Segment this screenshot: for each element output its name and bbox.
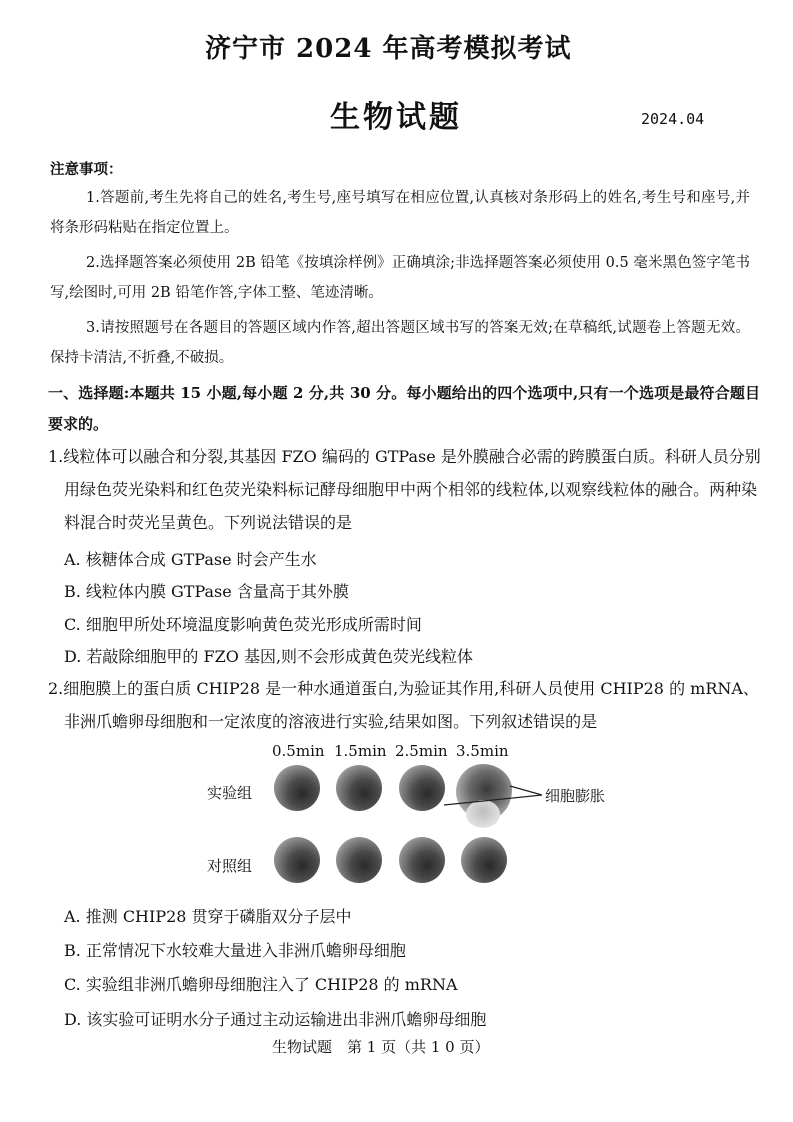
exam-date: 2024.04 bbox=[641, 110, 705, 128]
annotation-lines bbox=[430, 780, 550, 820]
cell-ctrl-1 bbox=[274, 837, 320, 883]
page-footer: 生物试题 第 1 页（共 1 0 页） bbox=[272, 1038, 490, 1056]
question-1-stem: 1.线粒体可以融合和分裂,其基因 FZO 编码的 GTPase 是外膜融合必需的跨膜蛋白质。科研人员分别用绿色荧光染料和红色荧光染料标记酵母细胞甲中两个相邻的线粒体,以观察线粒体的融合。两种染料混合时荧光呈黄色。下列说法错误的是 bbox=[48, 447, 761, 532]
notes-heading: 注意事项： bbox=[50, 161, 123, 178]
question-1-option-d: D. 若敲除细胞甲的 FZO 基因,则不会形成黄色荧光线粒体 bbox=[64, 647, 474, 666]
row-label-control: 对照组 bbox=[207, 857, 253, 875]
question-1-option-c: C. 细胞甲所处环境温度影响黄色荧光形成所需时间 bbox=[64, 615, 422, 634]
row-label-experimental: 实验组 bbox=[207, 784, 253, 802]
note-item-1: 1.答题前,考生先将自己的姓名,考生号,座号填写在相应位置,认真核对条形码上的姓名,考生号和座号,并将条形码粘贴在指定位置上。 bbox=[50, 190, 750, 236]
note-item-3: 3.请按照题号在各题目的答题区域内作答,超出答题区域书写的答案无效;在草稿纸,试题卷上答题无效。保持卡清洁,不折叠,不破损。 bbox=[50, 320, 750, 366]
cell-ctrl-4 bbox=[461, 837, 507, 883]
question-2-option-d: D. 该实验可证明水分子通过主动运输进出非洲爪蟾卵母细胞 bbox=[64, 1010, 487, 1029]
cell-exp-2 bbox=[336, 765, 382, 811]
subject-title: 生物试题 bbox=[330, 100, 462, 135]
exam-title: 济宁市 2024 年高考模拟考试 bbox=[205, 34, 572, 64]
section-heading: 一、选择题:本题共 15 小题,每小题 2 分,共 30 分。每小题给出的四个选项中,只有一个选项是最符合题目要求的。 bbox=[48, 384, 760, 433]
time-label-2: 1.5min bbox=[334, 742, 387, 760]
time-label-1: 0.5min bbox=[272, 742, 325, 760]
question-2-option-b: B. 正常情况下水较难大量进入非洲爪蟾卵母细胞 bbox=[64, 941, 406, 960]
cell-exp-1 bbox=[274, 765, 320, 811]
question-2-stem: 2.细胞膜上的蛋白质 CHIP28 是一种水通道蛋白,为验证其作用,科研人员使用 CHIP28 的 mRNA、非洲爪蟾卵母细胞和一定浓度的溶液进行实验,结果如图。下列叙述错误的是 bbox=[48, 679, 759, 731]
note-item-2: 2.选择题答案必须使用 2B 铅笔《按填涂样例》正确填涂;非选择题答案必须使用 0.5 毫米黑色签字笔书写,绘图时,可用 2B 铅笔作答,字体工整、笔迹清晰。 bbox=[50, 255, 750, 301]
question-2-option-a: A. 推测 CHIP28 贯穿于磷脂双分子层中 bbox=[64, 907, 352, 926]
annotation-cell-swelling: 细胞膨胀 bbox=[545, 787, 606, 805]
time-label-4: 3.5min bbox=[456, 742, 509, 760]
time-label-3: 2.5min bbox=[395, 742, 448, 760]
question-1-option-b: B. 线粒体内膜 GTPase 含量高于其外膜 bbox=[64, 582, 349, 601]
question-2-option-c: C. 实验组非洲爪蟾卵母细胞注入了 CHIP28 的 mRNA bbox=[64, 975, 458, 994]
cell-ctrl-3 bbox=[399, 837, 445, 883]
cell-ctrl-2 bbox=[336, 837, 382, 883]
question-1-option-a: A. 核糖体合成 GTPase 时会产生水 bbox=[64, 550, 317, 569]
